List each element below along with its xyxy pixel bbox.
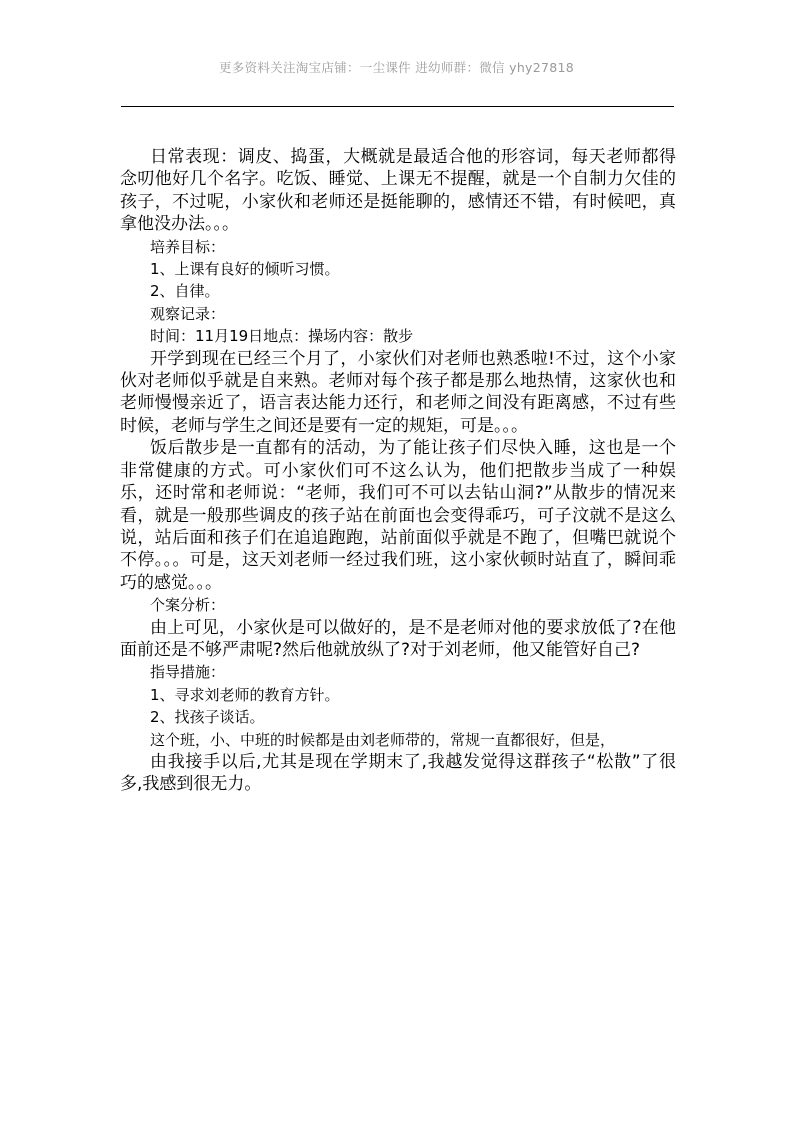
paragraph-conclusion: 由我接手以后,尤其是现在学期末了,我越发觉得这群孩子“松散”了很多,我感到很无力。 — [120, 751, 676, 795]
page-header: 更多资料关注淘宝店铺：一尘课件 进幼师群：微信 yhy27818 — [218, 60, 575, 75]
heading-observation-record: 观察记录： — [150, 304, 226, 323]
heading-case-analysis: 个案分析： — [150, 596, 226, 615]
paragraph-observation-2: 饭后散步是一直都有的活动，为了能让孩子们尽快入睡，这也是一个非常健康的方式。可小家伙们可不这么认为，他们把散步当成了一种娱乐，还时常和老师说：“老师，我们可不可以去钻山洞?”从散步的情况来看，就是一般那些调皮的孩子站在前面也会变得乖巧，可子汶就不是这么说，站后面和孩子们在追追跑跑，站前面似乎就是不跑了，但嘴巴就说个不停。。。可是，这天刘老师一经过我们班，这小家伙顿时站直了，瞬间乖巧的感觉。。。 — [120, 438, 676, 593]
paragraph-case-analysis: 由上可见，小家伙是可以做好的，是不是老师对他的要求放低了?在他面前还是不够严肃呢?然后他就放纵了?对于刘老师，他又能管好自己? — [120, 617, 676, 660]
measure-item-2: 2、找孩子谈话。 — [150, 708, 265, 727]
paragraph-class-history: 这个班，小、中班的时候都是由刘老师带的，常规一直都很好，但是， — [150, 730, 616, 749]
paragraph-daily-behavior: 日常表现：调皮、捣蛋，大概就是最适合他的形容词，每天老师都得念叨他好几个名字。吃饭、睡觉、上课无不提醒，就是一个自制力欠佳的孩子，不过呢，小家伙和老师还是挺能聊的，感情还不错，有时候吧，真拿他没办法。。。 — [120, 147, 676, 235]
measure-item-1: 1、寻求刘老师的教育方针。 — [150, 685, 340, 704]
heading-guidance-measures: 指导措施： — [150, 663, 226, 682]
document-body — [120, 146, 676, 796]
goal-item-2: 2、自律。 — [150, 282, 220, 301]
paragraph-observation-1: 开学到现在已经三个月了，小家伙们对老师也熟悉啦!不过，这个小家伙对老师似乎就是自来熟。老师对每个孩子都是那么地热情，这家伙也和老师慢慢亲近了，语言表达能力还行，和老师之间没有距离感，不过有些时候，老师与学生之间还是要有一定的规矩，可是。。。 — [120, 348, 676, 436]
heading-training-goals: 培养目标： — [150, 237, 226, 256]
goal-item-1: 1、上课有良好的倾听习惯。 — [150, 260, 340, 279]
observation-meta: 时间：11月19日地点：操场内容：散步 — [150, 327, 414, 346]
header-divider — [121, 106, 674, 107]
